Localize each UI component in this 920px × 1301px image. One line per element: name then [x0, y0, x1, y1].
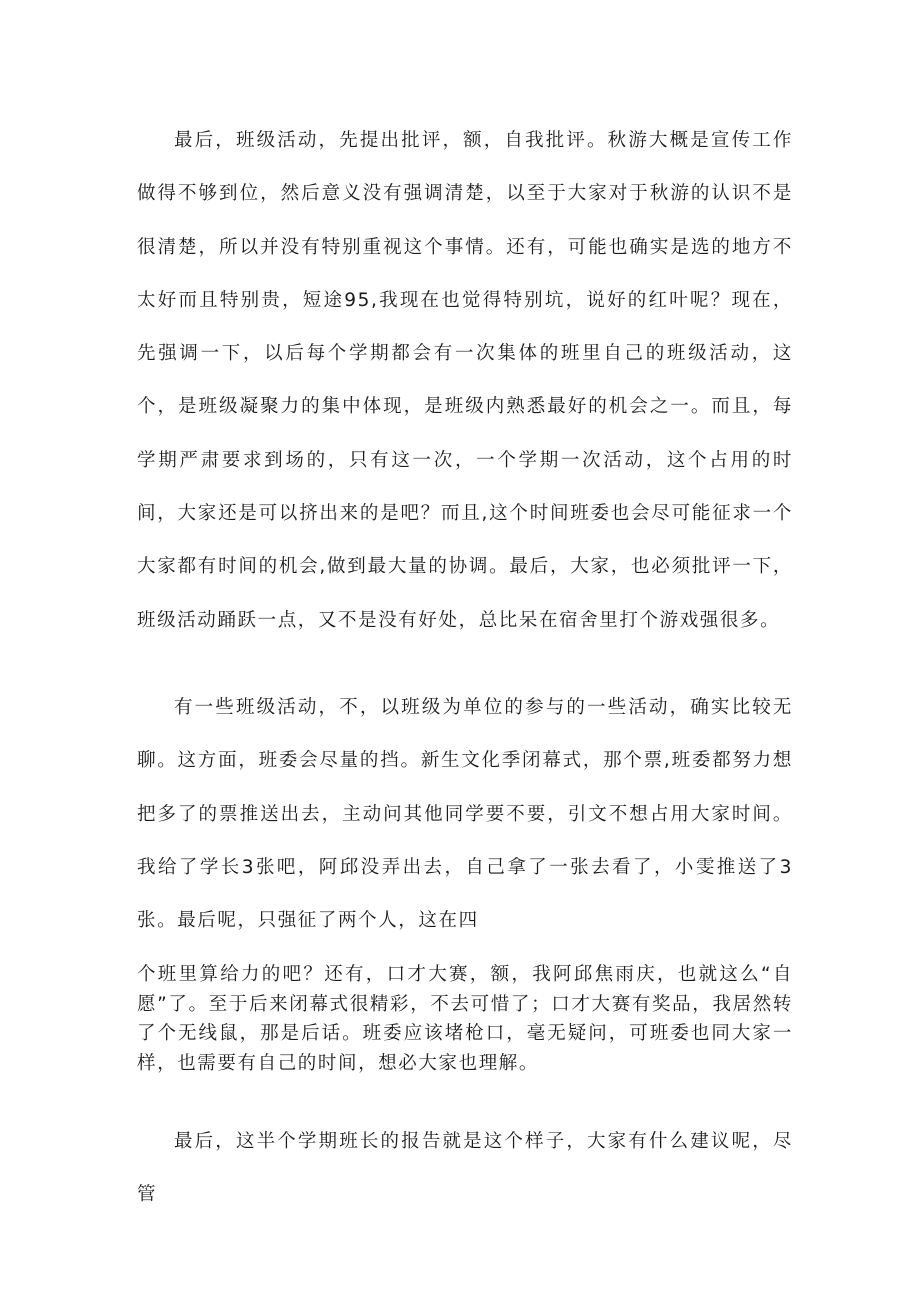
paragraph-closing: 最后，这半个学期班长的报告就是这个样子，大家有什么建议呢，尽管: [137, 1131, 793, 1206]
paragraph-boring-activities: 有一些班级活动，不，以班级为单位的参与的一些活动，确实比较无聊。这方面，班委会尽量的挡。新生文化季闭幕式，那个票,班委都努力想把多了的票推送出去，主动问其他同学要不要，引文不想占用大家时间。我给了学长3张吧，阿邱没弄出去，自己拿了一张去看了，小雯推送了3张。最后呢，只强征了两个人，这在四: [137, 697, 793, 932]
paragraph-speech-contest: 个班里算给力的吧？还有，口才大赛，额，我阿邱焦雨庆，也就这么“自愿”了。至于后来闭幕式很精彩，不去可惜了；口才大赛有奖品，我居然转了个无线鼠，那是后话。班委应该堵枪口，毫无疑问，可班委也同大家一样，也需要有自己的时间，想必大家也理解。: [137, 964, 793, 1074]
paragraph-class-activities-criticism: 最后，班级活动，先提出批评，额，自我批评。秋游大概是宣传工作做得不够到位，然后意义没有强调清楚，以至于大家对于秋游的认识不是很清楚，所以并没有特别重视这个事情。还有，可能也确实是选的地方不太好而且特别贵，短途95,我现在也觉得特别坑，说好的红叶呢？现在，先强调一下，以后每个学期都会有一次集体的班里自己的班级活动，这个，是班级凝聚力的集中体现，是班级内熟悉最好的机会之一。而且，每学期严肃要求到场的，只有这一次，一个学期一次活动，这个占用的时间，大家还是可以挤出来的是吧？而且,这个时间班委也会尽可能征求一个大家都有时间的机会,做到最大量的协调。最后，大家，也必须批评一下，班级活动踊跃一点，又不是没有好处，总比呆在宿舍里打个游戏强很多。: [137, 130, 793, 631]
